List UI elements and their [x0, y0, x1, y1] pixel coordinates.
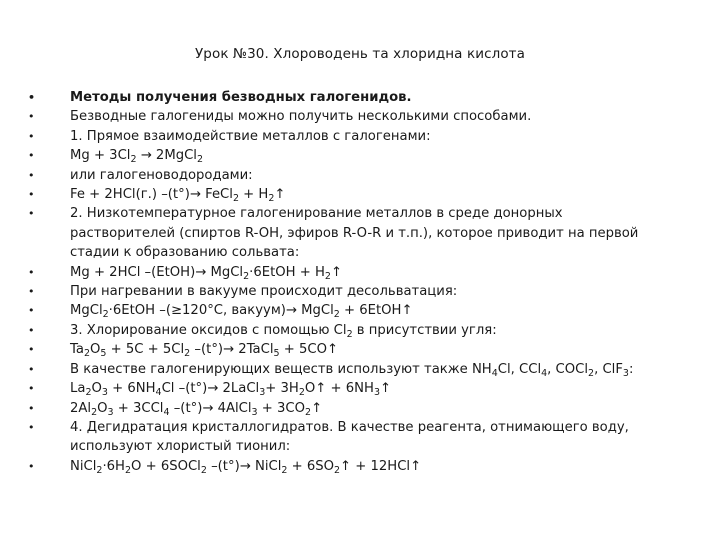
text-segment: + 3CCl — [113, 400, 164, 416]
text-segment: 1. Прямое взаимодействие металлов с галогенами: — [70, 128, 431, 144]
text-segment: ↑ — [379, 381, 392, 397]
bullet-item — [28, 127, 708, 146]
subscript: 2 — [102, 309, 109, 321]
bullet-item — [28, 107, 708, 126]
subscript: 2 — [85, 387, 92, 399]
text-segment: 4. Дегидратация кристаллогидратов. В качестве реагента, отнимающего воду, используют хлористый тионил: — [70, 419, 629, 455]
bullet-item — [28, 379, 708, 398]
bullet-item — [28, 340, 708, 359]
subscript: 5 — [100, 348, 107, 360]
text-segment: + 6SO — [287, 458, 334, 474]
text-segment: → 2MgCl — [136, 148, 197, 164]
subscript: 2 — [200, 464, 207, 476]
bullet-item — [28, 360, 708, 379]
subscript: 2 — [281, 464, 288, 476]
text-segment: ↑ — [274, 187, 286, 203]
text-segment: + 5CO↑ — [279, 342, 339, 358]
subscript: 4 — [541, 367, 548, 379]
text-segment: ·6H — [102, 458, 125, 474]
bullet-item — [28, 263, 708, 282]
bullet-item — [28, 166, 708, 185]
text-segment: –(t°)→ NiCl — [206, 458, 282, 474]
text-segment: –(t°)→ 2TaCl — [190, 342, 274, 358]
subscript: 4 — [163, 406, 170, 418]
text-segment: O — [91, 381, 102, 397]
subscript: 2 — [333, 464, 341, 476]
bullet-item — [28, 418, 670, 457]
text-segment: ↑ — [330, 264, 342, 280]
text-segment: Cl, CCl — [497, 361, 542, 377]
text-segment: Fe + 2HCl(г.) –(t°)→ FeCl — [70, 187, 233, 203]
subscript: 2 — [196, 154, 203, 166]
subscript: 3 — [259, 387, 266, 399]
subscript: 3 — [101, 387, 108, 399]
text-segment: O↑ + 6NH — [304, 381, 374, 397]
bullet-item — [28, 146, 708, 165]
bullet-item — [28, 204, 670, 262]
text-segment: Cl –(t°)→ 2LaCl — [161, 381, 260, 397]
subscript: 2 — [91, 406, 98, 418]
text-segment: Mg + 2HCl –(EtOH)→ MgCl — [70, 264, 244, 280]
text-segment: + 5C + 5Cl — [106, 342, 185, 358]
text-segment: 3. Хлорирование оксидов с помощью Cl — [70, 322, 347, 338]
text-segment: , COCl — [547, 361, 589, 377]
text-segment: O — [90, 342, 101, 358]
text-segment: ↑ — [311, 400, 323, 416]
text-segment: в присутствии угля: — [352, 322, 497, 338]
slide-title: Урок №30. Хлороводень та хлоридна кислота — [194, 46, 526, 62]
text-segment: + 6EtOH↑ — [339, 303, 413, 319]
text-segment: Безводные галогениды можно получить несколькими способами. — [70, 109, 532, 125]
text-segment: + 6NH — [107, 381, 156, 397]
subscript: 2 — [130, 154, 137, 166]
text-segment: ·6EtOH + H — [249, 264, 325, 280]
subscript: 2 — [124, 464, 131, 476]
subscript: 3 — [251, 406, 258, 418]
text-segment: + 3CO — [257, 400, 306, 416]
bullet-item — [28, 321, 708, 340]
bullet-item — [28, 399, 708, 418]
subscript: 2 — [243, 270, 250, 282]
subscript: 2 — [324, 270, 331, 282]
text-segment: При нагревании в вакууме происходит десольватация: — [70, 284, 458, 300]
text-segment: La — [70, 381, 86, 397]
text-segment: Mg + 3Cl — [70, 148, 131, 164]
subscript: 2 — [305, 406, 312, 418]
text-segment: ·6EtOH –(≥120°C, вакуум)→ MgCl — [108, 303, 334, 319]
text-segment: –(t°)→ 4AlCl — [169, 400, 252, 416]
text-segment: , ClF — [594, 361, 623, 377]
text-segment: O + 6SOCl — [131, 458, 201, 474]
subscript: 2 — [83, 348, 90, 360]
text-segment: или галогеноводородами: — [70, 167, 253, 183]
subscript: 2 — [298, 387, 305, 399]
subscript: 2 — [184, 348, 191, 360]
subscript: 5 — [273, 348, 280, 360]
text-segment: ↑ + 12HCl↑ — [340, 458, 422, 474]
subscript: 3 — [373, 387, 380, 399]
text-segment: 2. Низкотемпературное галогенирование металлов в среде донорных растворителей (спиртов R-OH, эфиров R-O-R и т.п.), которое приводит на первой стадии к образованию сольвата: — [70, 206, 639, 261]
subscript: 2 — [588, 367, 595, 379]
bullet-list — [28, 88, 708, 476]
bullet-item — [28, 457, 708, 476]
bullet-item — [28, 282, 708, 301]
text-segment: MgCl — [70, 303, 103, 319]
subscript: 2 — [96, 464, 103, 476]
bullet-item — [28, 88, 708, 107]
subscript: 4 — [491, 367, 498, 379]
subscript: 2 — [268, 193, 275, 205]
text-segment: Ta — [70, 342, 84, 358]
text-segment: O — [97, 400, 108, 416]
subscript: 2 — [346, 328, 353, 340]
text-segment: + 3H — [265, 381, 299, 397]
text-segment: NiCl — [70, 458, 97, 474]
text-segment: В качестве галогенирующих веществ используют также NH — [70, 361, 492, 377]
subscript: 3 — [107, 406, 114, 418]
text-segment: Методы получения безводных галогенидов. — [70, 90, 412, 105]
bullet-item — [28, 301, 708, 320]
text-segment: : — [628, 361, 634, 377]
subscript: 2 — [333, 309, 340, 321]
text-segment: 2Al — [70, 400, 92, 416]
text-segment: + H — [238, 187, 269, 203]
subscript: 2 — [232, 193, 239, 205]
subscript: 4 — [155, 387, 162, 399]
bullet-item — [28, 185, 708, 204]
subscript: 3 — [622, 367, 629, 379]
